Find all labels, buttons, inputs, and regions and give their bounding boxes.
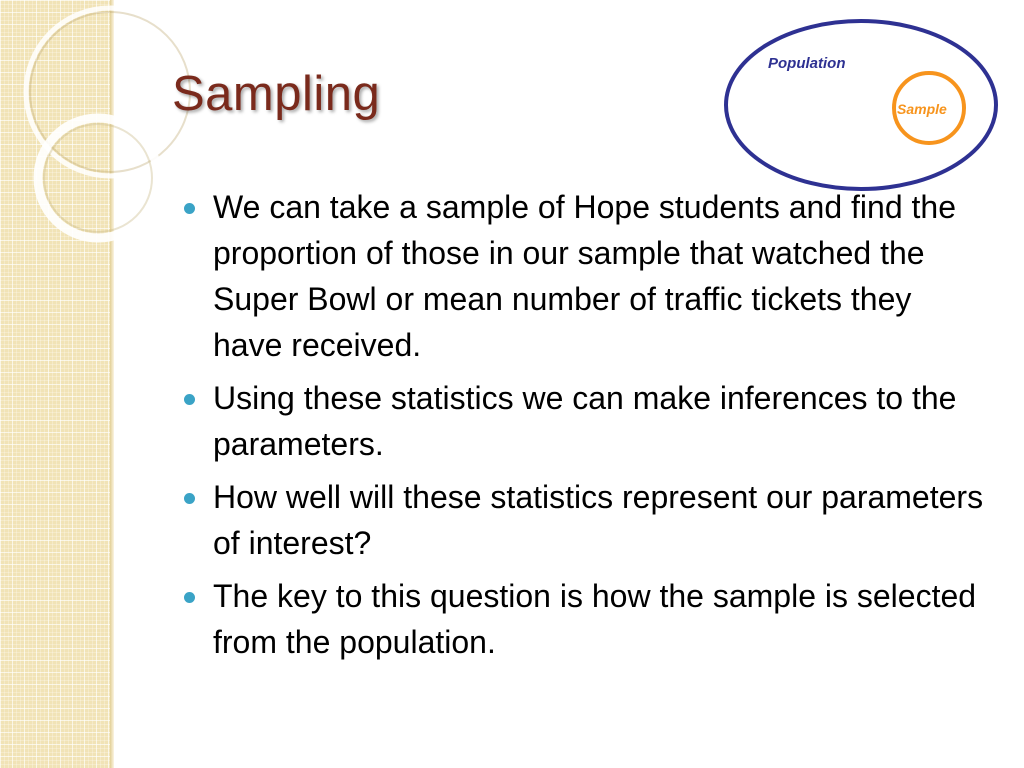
bullet-text: The key to this question is how the sample is selected from the population.: [213, 578, 977, 660]
bullet-item: [184, 474, 984, 566]
bullet-text: We can take a sample of Hope students and find the proportion of those in our sample that watched the Super Bowl or mean number of traffic tickets they have received.: [213, 189, 956, 363]
population-label: Population: [768, 55, 846, 72]
slide-title: Sampling: [172, 67, 381, 121]
bullet-item: [184, 184, 984, 368]
bullet-icon: [184, 394, 195, 405]
bullet-text: Using these statistics we can make inferences to the parameters.: [213, 380, 957, 462]
bullet-icon: [184, 203, 195, 214]
bullet-item: [184, 375, 984, 467]
population-sample-diagram: [720, 14, 1004, 196]
bullet-item: [184, 573, 984, 665]
deco-ring-small: [38, 118, 158, 238]
decorative-rings: [0, 0, 200, 260]
diagram-shapes: [720, 14, 1004, 196]
bullet-list: [184, 184, 984, 672]
bullet-icon: [184, 493, 195, 504]
bullet-text: How well will these statistics represent our parameters of interest?: [213, 479, 984, 561]
bullet-icon: [184, 592, 195, 603]
sample-label: Sample: [897, 101, 947, 117]
deco-ring-small-shadow: [44, 124, 152, 232]
